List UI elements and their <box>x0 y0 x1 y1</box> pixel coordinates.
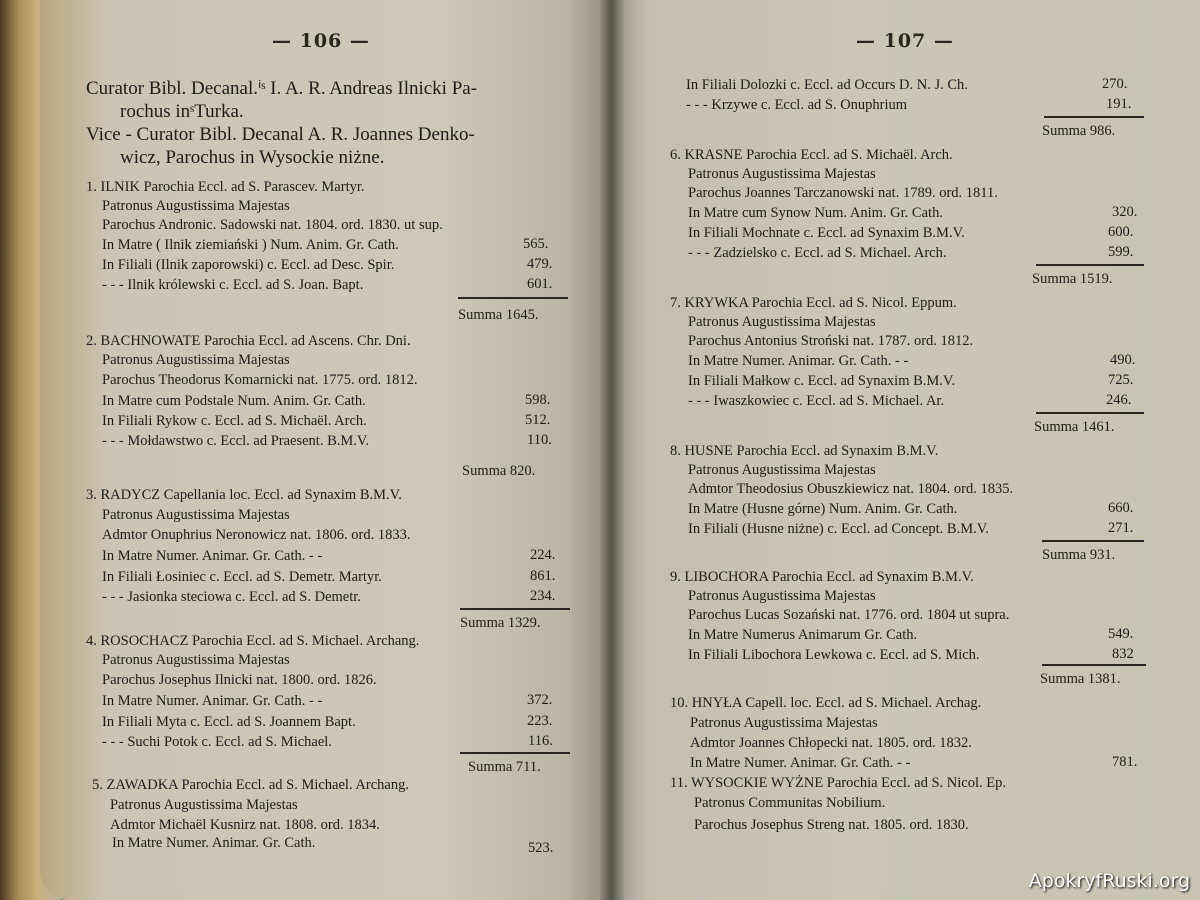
entry-count: 234. <box>530 588 556 604</box>
entry-line: In Matre cum Synow Num. Anim. Gr. Cath. <box>688 205 943 221</box>
entry-line: In Matre Numer. Animar. Gr. Cath. <box>112 835 316 851</box>
summa: Summa 1329. <box>460 615 541 631</box>
entry-line: Admtor Michaël Kusnirz nat. 1808. ord. 1834. <box>110 817 380 833</box>
entry-line: In Filiali Dolozki c. Eccl. ad Occurs D. N. J. Ch. <box>686 77 968 93</box>
entry-line: In Filiali Łosiniec c. Eccl. ad S. Demetr. Martyr. <box>102 569 382 585</box>
entry-line: In Filiali (Husne niżne) c. Eccl. ad Concept. B.M.V. <box>688 521 989 537</box>
entry-count: 523. <box>528 840 554 856</box>
sum-rule <box>1044 116 1144 118</box>
sum-rule <box>1036 264 1144 266</box>
entry-line: Parochus Josephus Streng nat. 1805. ord. 1830. <box>694 817 969 833</box>
page-number-left: — 106 — <box>272 30 370 52</box>
summa: Summa 711. <box>468 759 541 775</box>
entry-count: 598. <box>525 392 551 408</box>
entry-line: In Matre ( Ilnik ziemiański ) Num. Anim. Gr. Cath. <box>102 237 399 253</box>
entry-line: In Matre Numerus Animarum Gr. Cath. <box>688 627 918 643</box>
header-line: rochus inˢTurka. <box>120 101 244 122</box>
page-number-right: — 107 — <box>856 30 954 52</box>
entry-count: 479. <box>527 256 553 272</box>
right-page <box>612 0 1200 900</box>
entry-line: - - - Iwaszkowiec c. Eccl. ad S. Michael. Ar. <box>688 393 945 409</box>
entry-heading: 11. WYSOCKIE WYŻNE Parochia Eccl. ad S. Nicol. Ep. <box>670 775 1006 791</box>
entry-line: Admtor Onuphrius Neronowicz nat. 1806. ord. 1833. <box>102 527 411 543</box>
entry-line: Patronus Augustissima Majestas <box>102 507 290 523</box>
summa: Summa 1381. <box>1040 671 1121 687</box>
entry-count: 116. <box>528 733 553 749</box>
entry-line: In Matre Numer. Animar. Gr. Cath. - - <box>688 353 909 369</box>
entry-line: Patronus Augustissima Majestas <box>110 797 298 813</box>
entry-count: 246. <box>1106 392 1132 408</box>
entry-line: In Filiali Rykow c. Eccl. ad S. Michaël. Arch. <box>102 413 367 429</box>
entry-count: 565. <box>523 236 549 252</box>
entry-line: Parochus Lucas Sozański nat. 1776. ord. 1804 ut supra. <box>688 607 1010 623</box>
summa: Summa 986. <box>1042 123 1116 139</box>
entry-count: 490. <box>1110 352 1136 368</box>
entry-line: Admtor Joannes Chłopecki nat. 1805. ord. 1832. <box>690 735 972 751</box>
entry-heading: 5. ZAWADKA Parochia Eccl. ad S. Michael. Archang. <box>92 777 409 793</box>
summa: Summa 820. <box>462 463 536 479</box>
entry-count: 660. <box>1108 500 1134 516</box>
entry-line: Patronus Augustissima Majestas <box>102 352 290 368</box>
entry-heading: 10. HNYŁA Capell. loc. Eccl. ad S. Michael. Archag. <box>670 695 982 711</box>
sum-rule <box>458 297 568 299</box>
sum-rule <box>1036 412 1144 414</box>
entry-line: Patronus Augustissima Majestas <box>688 588 876 604</box>
entry-count: 372. <box>527 692 553 708</box>
entry-line: In Matre Numer. Animar. Gr. Cath. - - <box>690 755 911 771</box>
entry-heading: 3. RADYCZ Capellania loc. Eccl. ad Synaxim B.M.V. <box>86 487 402 503</box>
entry-count: 320. <box>1112 204 1138 220</box>
book-gutter <box>600 0 624 900</box>
header-line: Curator Bibl. Decanal.ⁱˢ I. A. R. Andreas Ilnicki Pa- <box>86 78 478 99</box>
entry-count: 271. <box>1108 520 1134 536</box>
summa: Summa 1519. <box>1032 271 1113 287</box>
left-page <box>40 0 612 900</box>
entry-line: Patronus Augustissima Majestas <box>102 652 290 668</box>
entry-heading: 1. ILNIK Parochia Eccl. ad S. Parascev. Martyr. <box>86 179 365 195</box>
entry-count: 781. <box>1112 754 1138 770</box>
sum-rule <box>1042 540 1144 542</box>
entry-count: 270. <box>1102 76 1128 92</box>
entry-heading: 7. KRYWKA Parochia Eccl. ad S. Nicol. Eppum. <box>670 295 957 311</box>
entry-line: Parochus Josephus Ilnicki nat. 1800. ord. 1826. <box>102 672 377 688</box>
sum-rule <box>460 752 570 754</box>
entry-line: In Filiali Małkow c. Eccl. ad Synaxim B.M.V. <box>688 373 956 389</box>
entry-line: Patronus Augustissima Majestas <box>688 462 876 478</box>
entry-line: Admtor Theodosius Obuszkiewicz nat. 1804. ord. 1835. <box>688 481 1014 497</box>
entry-line: - - - Suchi Potok c. Eccl. ad S. Michael. <box>102 734 332 750</box>
summa: Summa 931. <box>1042 547 1116 563</box>
entry-count: 725. <box>1108 372 1134 388</box>
entry-line: Parochus Theodorus Komarnicki nat. 1775. ord. 1812. <box>102 372 418 388</box>
entry-line: Patronus Augustissima Majestas <box>688 314 876 330</box>
entry-line: In Matre (Husne górne) Num. Anim. Gr. Cath. <box>688 501 958 517</box>
entry-count: 512. <box>525 412 551 428</box>
entry-line: In Filiali Mochnate c. Eccl. ad Synaxim B.M.V. <box>688 225 965 241</box>
entry-heading: 9. LIBOCHORA Parochia Eccl. ad Synaxim B.M.V. <box>670 569 974 585</box>
entry-line: In Filiali (Ilnik zaporowski) c. Eccl. ad Desc. Spir. <box>102 257 395 273</box>
entry-line: - - - Zadzielsko c. Eccl. ad S. Michael. Arch. <box>688 245 947 261</box>
entry-count: 861. <box>530 568 556 584</box>
entry-count: 599. <box>1108 244 1134 260</box>
entry-heading: 6. KRASNE Parochia Eccl. ad S. Michaël. Arch. <box>670 147 953 163</box>
entry-line: - - - Jasionka steciowa c. Eccl. ad S. Demetr. <box>102 589 361 605</box>
header-line: wicz, Parochus in Wysockie niżne. <box>120 147 385 168</box>
sum-rule <box>1042 664 1146 666</box>
entry-count: 191. <box>1106 96 1132 112</box>
entry-count: 600. <box>1108 224 1134 240</box>
entry-line: Patronus Augustissima Majestas <box>688 166 876 182</box>
entry-line: - - - Mołdawstwo c. Eccl. ad Praesent. B.M.V. <box>102 433 370 449</box>
entry-count: 601. <box>527 276 553 292</box>
entry-line: Parochus Antonius Stroński nat. 1787. ord. 1812. <box>688 333 974 349</box>
entry-count: 110. <box>527 432 552 448</box>
entry-line: In Matre Numer. Animar. Gr. Cath. - - <box>102 548 323 564</box>
entry-line: Patronus Communitas Nobilium. <box>694 795 886 811</box>
header-line: Vice - Curator Bibl. Decanal A. R. Joannes Denko- <box>86 124 475 145</box>
entry-line: - - - Ilnik królewski c. Eccl. ad S. Joan. Bapt. <box>102 277 364 293</box>
entry-line: Patronus Augustissima Majestas <box>102 198 290 214</box>
entry-count: 549. <box>1108 626 1134 642</box>
entry-heading: 2. BACHNOWATE Parochia Eccl. ad Ascens. Chr. Dni. <box>86 333 411 349</box>
entry-line: Patronus Augustissima Majestas <box>690 715 878 731</box>
entry-heading: 4. ROSOCHACZ Parochia Eccl. ad S. Michael. Archang. <box>86 633 420 649</box>
entry-line: In Filiali Libochora Lewkowa c. Eccl. ad S. Mich. <box>688 647 980 663</box>
entry-line: In Filiali Myta c. Eccl. ad S. Joannem Bapt. <box>102 714 356 730</box>
summa: Summa 1645. <box>458 307 539 323</box>
entry-line: - - - Krzywe c. Eccl. ad S. Onuphrium <box>686 97 908 113</box>
entry-line: In Matre Numer. Animar. Gr. Cath. - - <box>102 693 323 709</box>
entry-count: 832 <box>1112 646 1134 662</box>
entry-line: Parochus Andronic. Sadowski nat. 1804. ord. 1830. ut sup. <box>102 217 443 233</box>
entry-count: 223. <box>527 713 553 729</box>
entry-heading: 8. HUSNE Parochia Eccl. ad Synaxim B.M.V. <box>670 443 939 459</box>
entry-line: In Matre cum Podstale Num. Anim. Gr. Cath. <box>102 393 366 409</box>
sum-rule <box>460 608 570 610</box>
entry-line: Parochus Joannes Tarczanowski nat. 1789. ord. 1811. <box>688 185 998 201</box>
entry-count: 224. <box>530 547 556 563</box>
watermark: ApokryfRuski.org <box>1028 870 1190 892</box>
summa: Summa 1461. <box>1034 419 1115 435</box>
